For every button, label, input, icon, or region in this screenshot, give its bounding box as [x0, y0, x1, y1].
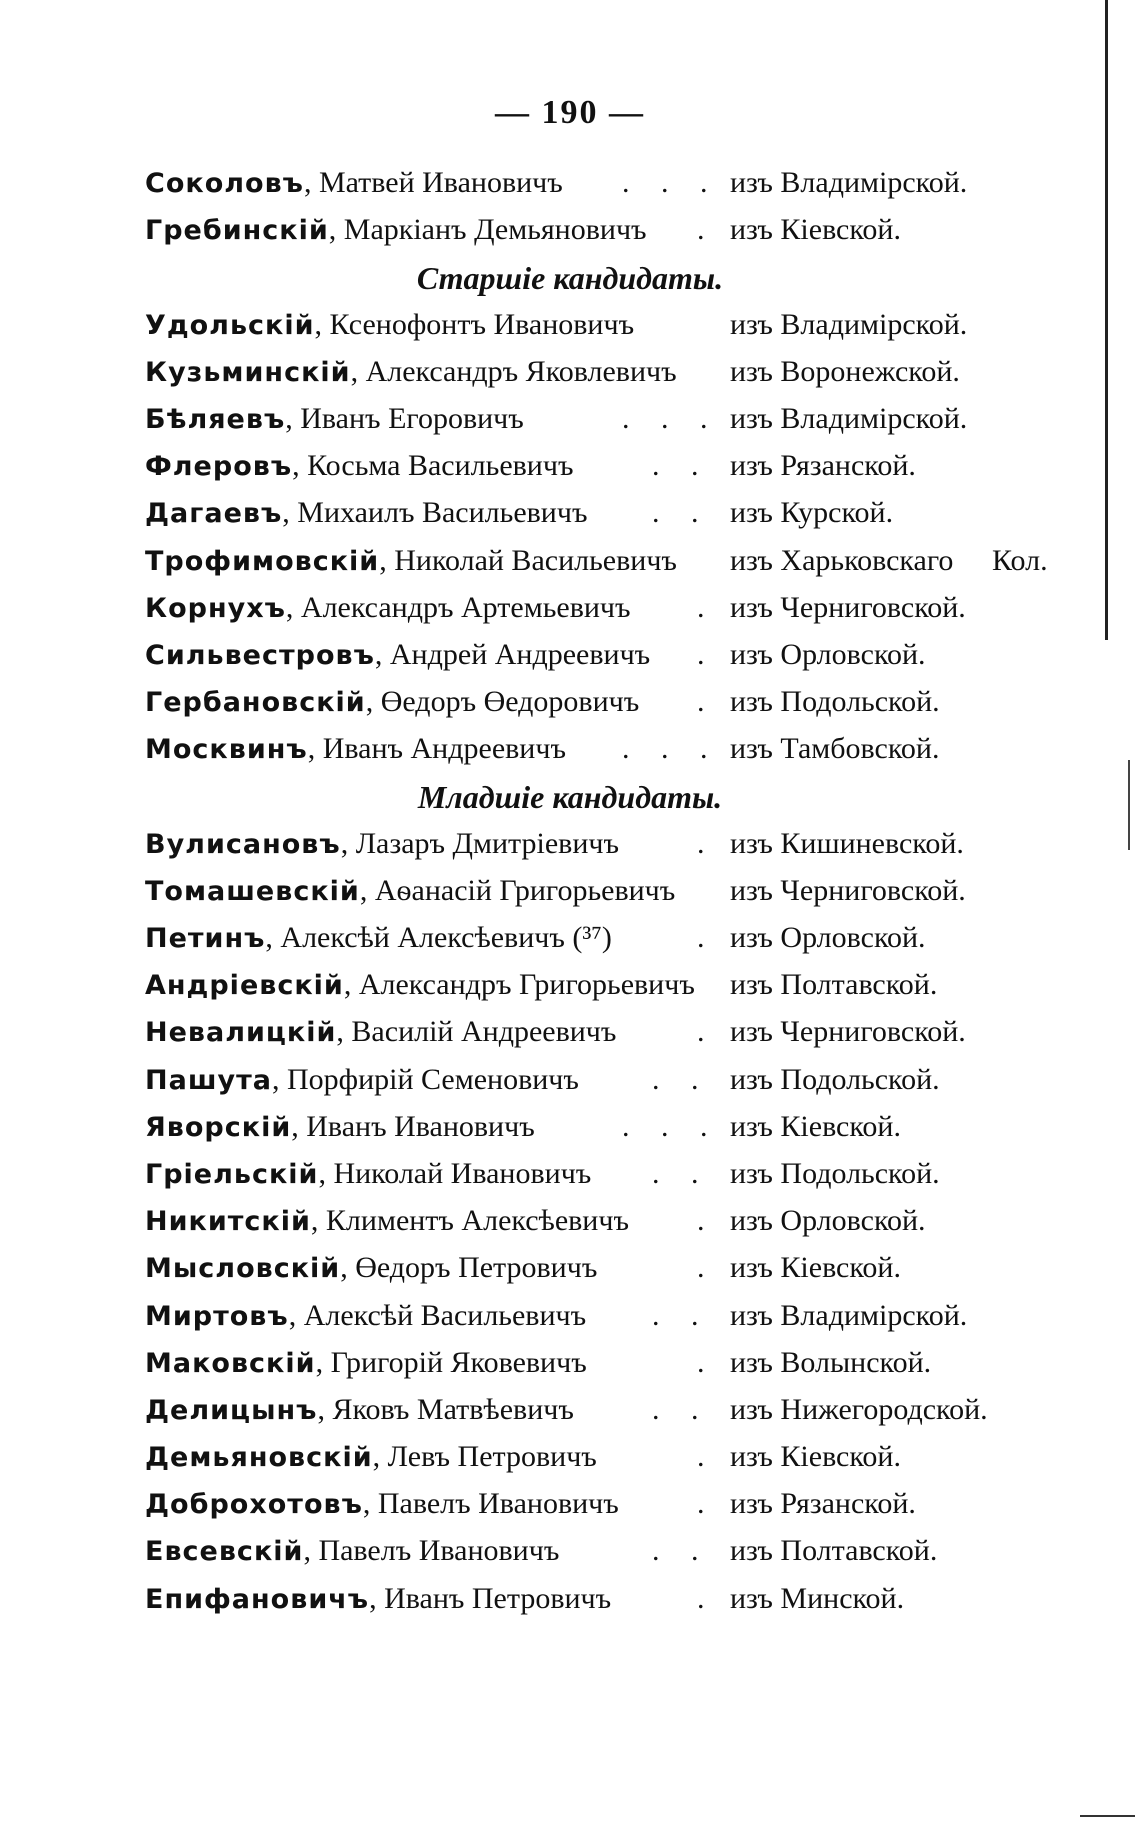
- list-item: [0, 207, 1140, 254]
- origin-province: изъ Рязанской.: [730, 449, 916, 483]
- given-name: , Өедоръ Өедоровичъ: [365, 685, 640, 719]
- student-name: [145, 213, 647, 247]
- list-item: [0, 679, 1140, 726]
- origin-province: изъ Орловской.: [730, 637, 926, 671]
- list-item: [0, 632, 1140, 679]
- leader-dots: . .: [652, 1298, 711, 1332]
- leader-dots: .: [697, 1581, 717, 1615]
- list-item: [0, 160, 1140, 207]
- student-name: [145, 402, 524, 436]
- leader-dots: .: [697, 1251, 717, 1285]
- given-name: , Александръ Артемьевичъ: [285, 590, 631, 624]
- list-item: [0, 443, 1140, 490]
- surname: Томашевскій: [145, 875, 360, 907]
- origin-province: изъ Подольской.: [730, 1062, 940, 1096]
- list-item: [0, 302, 1140, 349]
- leader-dots: . . .: [622, 166, 720, 199]
- student-name: [145, 1393, 574, 1427]
- student-name: [145, 1487, 619, 1521]
- surname: Москвинъ: [145, 734, 308, 766]
- origin-province: изъ Кіевской.: [730, 213, 901, 247]
- given-name: , Маркіанъ Демьяновичъ: [328, 213, 647, 247]
- given-name: , Александръ Григорьевичъ: [343, 968, 695, 1002]
- student-name: [145, 166, 563, 200]
- list-item: [0, 915, 1140, 962]
- list-item: [0, 962, 1140, 1009]
- given-name: , Павелъ Ивановичъ: [362, 1487, 619, 1521]
- origin-province: изъ Владимірской.: [730, 401, 968, 435]
- list-item: [0, 349, 1140, 396]
- leader-dots: . .: [652, 496, 711, 530]
- leader-dots: . . .: [622, 1109, 720, 1143]
- list-item: [0, 1245, 1140, 1292]
- list-item: [0, 1057, 1140, 1104]
- surname: Бѣляевъ: [145, 403, 286, 435]
- origin-province: изъ Орловской.: [730, 1204, 926, 1238]
- origin-province: изъ Владимірской.: [730, 166, 968, 199]
- student-name: [145, 1204, 629, 1238]
- surname: Андріевскій: [145, 970, 344, 1002]
- surname: Епифановичъ: [145, 1583, 370, 1615]
- given-name: , Ксенофонтъ Ивановичъ: [314, 307, 635, 341]
- list-item: [0, 585, 1140, 632]
- given-name: , Алексѣй Васильевичъ: [288, 1298, 587, 1332]
- leader-dots: .: [697, 1204, 717, 1238]
- list-item: [0, 538, 1140, 585]
- surname: Маковскій: [145, 1347, 316, 1379]
- origin-province: изъ Орловской.: [730, 921, 926, 954]
- leader-dots: . . .: [622, 732, 720, 766]
- surname: Гріельскій: [145, 1158, 319, 1190]
- origin-province: изъ Харьковскаго: [730, 543, 954, 577]
- given-name: , Порфирій Семеновичъ: [271, 1062, 579, 1096]
- origin-province: изъ Воронежской.: [730, 354, 960, 388]
- list-item: [0, 1528, 1140, 1575]
- given-name: , Павелъ Ивановичъ: [303, 1534, 560, 1568]
- origin-province: изъ Полтавской.: [730, 1534, 938, 1568]
- leader-dots: .: [697, 590, 717, 624]
- student-name: [145, 1063, 579, 1097]
- surname: Делицынъ: [145, 1394, 318, 1426]
- origin-province: изъ Черниговской.: [730, 873, 966, 907]
- student-name: [145, 1110, 535, 1144]
- given-name: , Косьма Васильевичъ: [292, 449, 574, 483]
- leader-dots: . .: [652, 1062, 711, 1096]
- origin-province: изъ Нижегородской.: [730, 1392, 988, 1426]
- leader-dots: .: [697, 1487, 717, 1521]
- origin-province: изъ Черниговской.: [730, 1015, 966, 1049]
- student-name: [145, 1015, 616, 1049]
- list-item: [0, 1198, 1140, 1245]
- list-item: [0, 396, 1140, 443]
- student-name: [145, 308, 634, 342]
- surname: Корнухъ: [145, 592, 286, 624]
- surname: Кузьминскій: [145, 356, 351, 388]
- section-heading: [0, 254, 1140, 301]
- surname: Гребинскій: [145, 215, 329, 247]
- student-name: [145, 1299, 586, 1333]
- list-item: [0, 868, 1140, 915]
- list-item: [0, 821, 1140, 868]
- surname: Демьяновскій: [145, 1442, 373, 1474]
- student-list: [0, 160, 1140, 1623]
- surname: Флеровъ: [145, 451, 293, 483]
- leader-dots: .: [697, 685, 717, 719]
- origin-province: изъ Минской.: [730, 1581, 905, 1615]
- list-item: [0, 1009, 1140, 1056]
- given-name: , Иванъ Петровичъ: [369, 1581, 612, 1615]
- origin-province: изъ Тамбовской.: [730, 732, 940, 766]
- given-name: , Левъ Петровичъ: [372, 1440, 597, 1474]
- student-name: [145, 1157, 591, 1191]
- origin-province: изъ Подольской.: [730, 685, 940, 719]
- section-heading: [0, 773, 1140, 820]
- surname: Мысловскій: [145, 1253, 341, 1285]
- list-item: [0, 1104, 1140, 1151]
- given-name: , Николай Ивановичъ: [318, 1156, 592, 1190]
- given-name: , Александръ Яковлевичъ: [350, 354, 677, 388]
- leader-dots: .: [697, 1440, 717, 1474]
- origin-province: изъ Полтавской.: [730, 968, 938, 1002]
- leader-dots: .: [697, 213, 717, 247]
- leader-dots: .: [697, 826, 717, 860]
- origin-province: изъ Кіевской.: [730, 1251, 901, 1285]
- origin-province: изъ Владимірской.: [730, 1298, 968, 1332]
- student-name: [145, 968, 695, 1002]
- list-item: [0, 1387, 1140, 1434]
- student-name: [145, 544, 677, 578]
- given-name: , Өедоръ Петровичъ: [340, 1251, 598, 1285]
- given-name: , Василій Андреевичъ: [336, 1015, 617, 1049]
- surname: Невалицкій: [145, 1017, 337, 1049]
- leader-dots: . .: [652, 449, 711, 483]
- surname: Никитскій: [145, 1206, 311, 1238]
- list-item: [0, 1481, 1140, 1528]
- leader-dots: .: [697, 921, 717, 954]
- surname: Яворскій: [145, 1111, 292, 1143]
- student-name: [145, 685, 639, 719]
- leader-dots: . . .: [622, 401, 720, 435]
- given-name: , Иванъ Андреевичъ: [307, 732, 566, 766]
- student-name: [145, 827, 619, 861]
- surname: Доброхотовъ: [145, 1489, 363, 1521]
- origin-province: изъ Кишиневской.: [730, 826, 964, 860]
- leader-dots: .: [697, 1015, 717, 1049]
- section-heading-text: Старшіе кандидаты.: [416, 260, 724, 297]
- student-name: [145, 449, 573, 483]
- student-name: [145, 1582, 611, 1616]
- student-name: [145, 921, 612, 955]
- origin-province: изъ Владимірской.: [730, 307, 968, 341]
- surname: Трофимовскій: [145, 545, 380, 577]
- given-name: , Иванъ Егоровичъ: [285, 401, 524, 435]
- leader-dots: . .: [652, 1156, 711, 1190]
- list-item: [0, 490, 1140, 537]
- given-name: , Лазаръ Дмитріевичъ: [340, 826, 619, 860]
- list-item: [0, 1576, 1140, 1623]
- origin-province: изъ Подольской.: [730, 1156, 940, 1190]
- origin-province: изъ Рязанской.: [730, 1487, 916, 1521]
- given-name: , Климентъ Алексѣевичъ: [310, 1204, 629, 1238]
- page-corner-mark: [1080, 1815, 1135, 1817]
- origin-province: изъ Курской.: [730, 496, 894, 530]
- given-name: , Иванъ Ивановичъ: [291, 1109, 535, 1143]
- given-name: , Николай Васильевичъ: [379, 543, 677, 577]
- given-name: , Яковъ Матвѣевичъ: [317, 1392, 574, 1426]
- given-name: , Алексѣй Алексѣевичъ (³⁷): [265, 921, 612, 954]
- student-name: [145, 638, 650, 672]
- list-item: [0, 1151, 1140, 1198]
- surname: Вулисановъ: [145, 828, 341, 860]
- surname: Гербановскій: [145, 687, 366, 719]
- student-name: [145, 874, 675, 908]
- origin-province: изъ Кіевской.: [730, 1109, 901, 1143]
- surname: Дагаевъ: [145, 498, 283, 530]
- list-item: [0, 1434, 1140, 1481]
- student-name: [145, 496, 587, 530]
- leader-dots: .: [697, 637, 717, 671]
- given-name: , Григорій Яковевичъ: [315, 1345, 587, 1379]
- leader-dots: . .: [652, 1392, 711, 1426]
- page-number: — 190 —: [495, 94, 645, 131]
- origin-note: Кол.: [992, 543, 1048, 577]
- surname: Евсевскій: [145, 1536, 304, 1568]
- origin-province: изъ Черниговской.: [730, 590, 966, 624]
- leader-dots: .: [697, 1345, 717, 1379]
- student-name: [145, 1251, 597, 1285]
- given-name: , Матвей Ивановичъ: [303, 166, 563, 199]
- list-item: [0, 726, 1140, 773]
- origin-province: изъ Волынской.: [730, 1345, 932, 1379]
- surname: Сильвестровъ: [145, 639, 375, 671]
- student-name: [145, 591, 631, 625]
- student-name: [145, 1534, 559, 1568]
- surname: Пашута: [145, 1064, 272, 1096]
- student-name: [145, 355, 677, 389]
- origin-province: изъ Кіевской.: [730, 1440, 901, 1474]
- given-name: , Аѳанасій Григорьевичъ: [359, 873, 676, 907]
- student-name: [145, 732, 566, 766]
- surname: Петинъ: [145, 923, 266, 954]
- section-heading-text: Младшіе кандидаты.: [417, 779, 723, 816]
- given-name: , Андрей Андреевичъ: [374, 637, 651, 671]
- surname: Миртовъ: [145, 1300, 289, 1332]
- surname: Соколовъ: [145, 168, 304, 199]
- list-item: [0, 1293, 1140, 1340]
- surname: Удольскій: [145, 309, 315, 341]
- given-name: , Михаилъ Васильевичъ: [282, 496, 588, 530]
- student-name: [145, 1346, 587, 1380]
- list-item: [0, 1340, 1140, 1387]
- student-name: [145, 1440, 597, 1474]
- leader-dots: . .: [652, 1534, 711, 1568]
